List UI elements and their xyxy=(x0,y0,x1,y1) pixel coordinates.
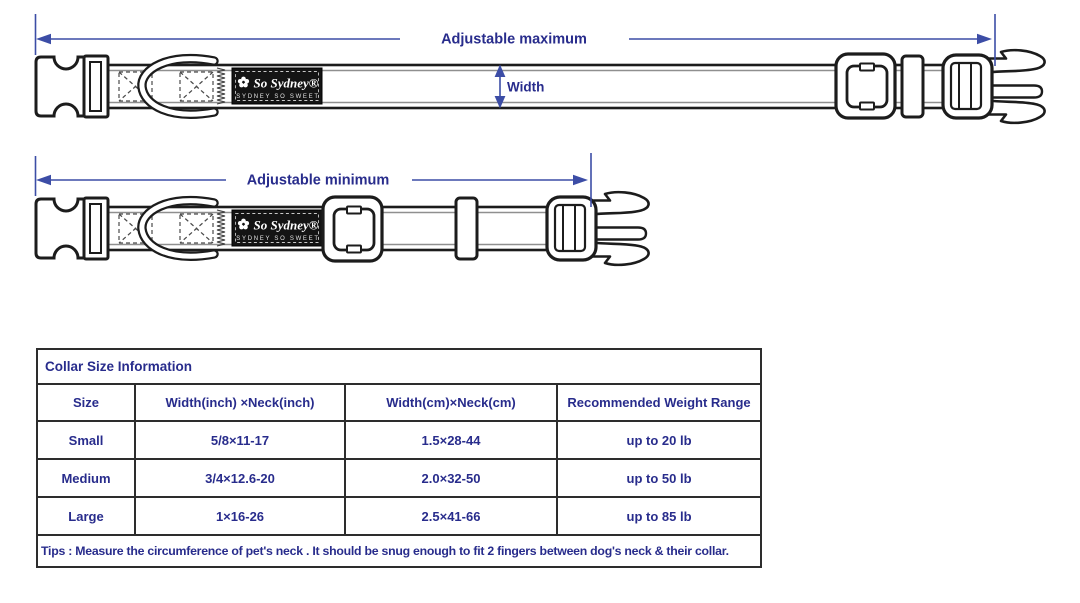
cell-size: Small xyxy=(37,421,135,459)
triglide-slider xyxy=(323,197,382,261)
dimension-adjustable-minimum xyxy=(36,153,592,207)
cell-cm-spec: 2.0×32-50 xyxy=(345,459,557,497)
brand-name-text: So Sydney® xyxy=(253,75,319,91)
brand-subtitle-text: SYDNEY SO SWEET xyxy=(236,236,320,242)
female-buckle xyxy=(36,56,108,117)
col-header-weight: Recommended Weight Range xyxy=(557,384,761,421)
adjustable-minimum-label: Adjustable minimum xyxy=(246,172,390,189)
collar-min-drawing xyxy=(36,192,649,265)
cell-cm-spec: 1.5×28-44 xyxy=(345,421,557,459)
tips-text: Tips : Measure the circumference of pet's neck . It should be snug enough to fit 2 fingers between dog's neck & their collar. xyxy=(37,535,761,567)
cell-cm-spec: 2.5×41-66 xyxy=(345,497,557,535)
triglide-slider xyxy=(836,54,895,118)
width-label: Width xyxy=(507,79,545,95)
cell-weight: up to 85 lb xyxy=(557,497,761,535)
cell-size: Medium xyxy=(37,459,135,497)
cell-weight: up to 20 lb xyxy=(557,421,761,459)
female-buckle xyxy=(36,198,108,259)
cell-inch-spec: 3/4×12.6-20 xyxy=(135,459,345,497)
keeper-loop xyxy=(902,56,923,117)
table-title: Collar Size Information xyxy=(37,349,761,384)
cell-size: Large xyxy=(37,497,135,535)
collar-size-table xyxy=(36,348,762,568)
brand-subtitle-text: SYDNEY SO SWEET xyxy=(236,94,320,100)
brand-name-text: So Sydney® xyxy=(253,217,319,233)
col-header-inch: Width(inch) ×Neck(inch) xyxy=(135,384,345,421)
male-buckle xyxy=(943,50,1045,123)
male-buckle xyxy=(547,192,649,265)
cell-weight: up to 50 lb xyxy=(557,459,761,497)
table-row-medium xyxy=(37,459,761,497)
cell-inch-spec: 5/8×11-17 xyxy=(135,421,345,459)
keeper-loop xyxy=(456,198,477,259)
table-row-large xyxy=(37,497,761,535)
adjustable-maximum-label: Adjustable maximum xyxy=(441,31,587,48)
col-header-cm: Width(cm)×Neck(cm) xyxy=(345,384,557,421)
cell-inch-spec: 1×16-26 xyxy=(135,497,345,535)
col-header-size: Size xyxy=(37,384,135,421)
table-row-small xyxy=(37,421,761,459)
